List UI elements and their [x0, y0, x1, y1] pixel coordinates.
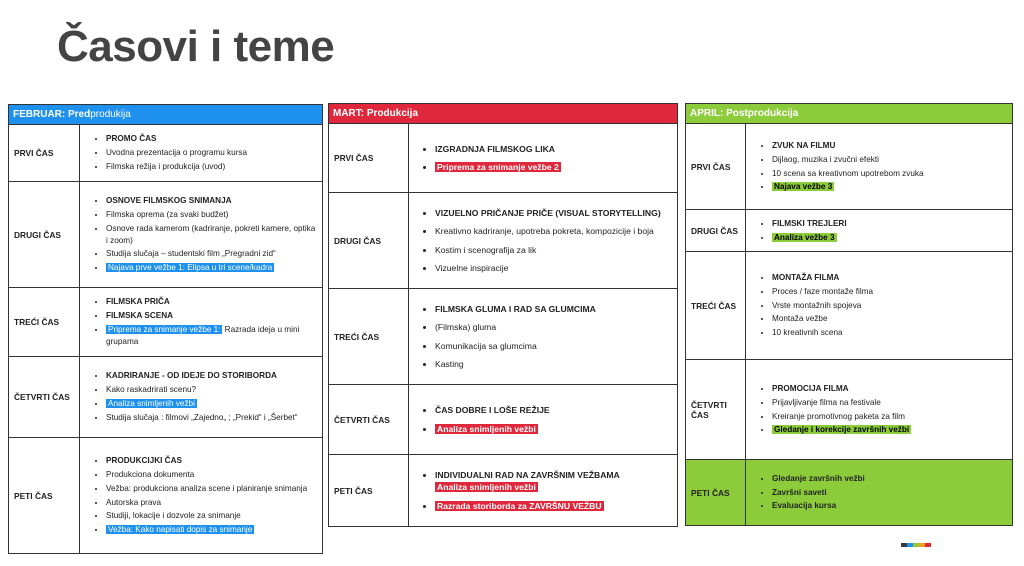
list-item — [435, 358, 673, 370]
mart-row-4-content — [409, 385, 678, 455]
list-item — [106, 455, 318, 467]
list-item-text: Razrada storiborda za ZAVRŠNU VEŽBU — [437, 500, 602, 511]
list-item-text: Komunikacija sa glumcima — [435, 340, 537, 351]
list-item-text: Priprema za snimanje vežbe 2 — [437, 162, 559, 172]
list-item — [106, 147, 318, 159]
list-item — [772, 383, 1008, 395]
list-item — [772, 473, 1008, 485]
list-item — [772, 168, 1008, 180]
list-item — [106, 248, 318, 260]
list-item — [772, 487, 1008, 499]
mart-row-label: PETI ČAS — [329, 455, 409, 527]
april-table — [685, 103, 1013, 526]
list-item-text: Kreiranje promotivnog paketa za film — [772, 411, 905, 421]
list-item — [772, 272, 1008, 284]
mart-row-3-content — [409, 289, 678, 385]
list-item — [435, 469, 673, 494]
list-item-text: Gledanje završnih vežbi — [772, 473, 865, 483]
list-item — [435, 500, 673, 512]
list-item — [435, 321, 673, 333]
april-row-label: DRUGI ČAS — [686, 210, 746, 252]
list-item — [106, 296, 318, 308]
list-item — [106, 133, 318, 145]
list-item-text: Vežba: Kako napisati dopis za snimanje — [108, 525, 253, 535]
mart-header: MART: Produkcija — [329, 104, 678, 124]
list-item-text: IZGRADNJA FILMSKOG LIKA — [435, 143, 555, 154]
mart-table — [328, 103, 678, 527]
april-row-label: ČETVRTI ČAS — [686, 360, 746, 460]
list-item — [435, 423, 673, 435]
april-row-5-content — [746, 460, 1013, 526]
list-item-text: (Filmska) gluma — [435, 322, 497, 333]
list-item — [772, 327, 1008, 339]
februar-header — [9, 105, 323, 125]
list-item — [772, 313, 1008, 325]
februar-row-label: PRVI ČAS — [9, 125, 80, 182]
list-item — [106, 412, 318, 424]
list-item — [435, 143, 673, 155]
april-header: APRIL: Postprodukcija — [686, 104, 1013, 124]
list-item-text: FILMSKA GLUMA I RAD SA GLUMCIMA — [435, 303, 596, 314]
list-item-text: Kreativno kadriranje, upotreba pokreta, kompozicije i boja — [435, 226, 654, 237]
list-item — [106, 497, 318, 509]
april-row-3-content — [746, 252, 1013, 360]
list-item — [772, 300, 1008, 312]
list-item-text: Završni saveti — [772, 487, 827, 497]
list-item-text: INDIVIDUALNI RAD NA ZAVRŠNIM VEŽBAMA — [435, 469, 620, 480]
februar-row-label: PETI ČAS — [9, 438, 80, 554]
list-item-text: Montaža vežbe — [772, 314, 828, 324]
list-item-text: MONTAŽA FILMA — [772, 272, 840, 282]
mart-row-label: ČETVRTI ČAS — [329, 385, 409, 455]
list-item-text: PRODUKCIJKI ČAS — [106, 455, 182, 465]
list-item — [106, 510, 318, 522]
list-item — [106, 398, 318, 410]
mart-row-label: DRUGI ČAS — [329, 193, 409, 289]
april-row-label: PETI ČAS — [686, 460, 746, 526]
list-item-text: Najava prve vežbe 1: Elipsa u tri scene/kadra — [108, 263, 273, 273]
list-item-text: Kostim i scenografija za lik — [435, 244, 537, 255]
list-item — [435, 262, 673, 274]
list-item-text: Kako raskadrirati scenu? — [106, 385, 197, 395]
mart-row-label: PRVI ČAS — [329, 124, 409, 193]
list-item — [772, 500, 1008, 512]
list-item-text: Prijavljivanje filma na festivale — [772, 397, 881, 407]
list-item-text: OSNOVE FILMSKOG SNIMANJA — [106, 195, 232, 205]
mart-row-1-content — [409, 124, 678, 193]
list-item-text: Studija slučaja : filmovi „Zajedno„ ; „Prekid“ i „Šerbet“ — [106, 412, 298, 422]
list-item-text: Dijlaog, muzika i zvučni efekti — [772, 154, 879, 164]
list-item-text: Autorska prava — [106, 497, 162, 507]
februar-row-2-content — [80, 182, 323, 288]
list-item-text: PROMO ČAS — [106, 134, 157, 144]
page-title: Časovi i teme — [57, 22, 335, 71]
list-item — [435, 244, 673, 256]
list-item — [435, 340, 673, 352]
februar-row-1-content — [80, 125, 323, 182]
list-item — [106, 324, 318, 348]
list-item — [106, 161, 318, 173]
list-item-text-after: Razrada ideja u mini grupama — [106, 325, 300, 346]
list-item-text: Analiza snimljenih vežbi — [108, 399, 195, 408]
list-item-text: Studiji, lokacije i dozvole za snimanje — [106, 511, 241, 521]
list-item-text: Studija slučaja – studentski film „Pregradni zid“ — [106, 249, 276, 259]
februar-row-label: TREĆI ČAS — [9, 288, 80, 357]
april-row-label: TREĆI ČAS — [686, 252, 746, 360]
mart-row-2-content — [409, 193, 678, 289]
list-item — [106, 223, 318, 247]
list-item — [772, 411, 1008, 423]
list-item — [106, 483, 318, 495]
list-item — [106, 195, 318, 207]
list-item — [772, 140, 1008, 152]
list-item-text: Analiza snimljenih vežbi — [437, 423, 536, 434]
list-item — [772, 397, 1008, 409]
list-item-text: Evaluacija kursa — [772, 501, 837, 511]
list-item-text: Priprema za snimanje vežbe 1: — [108, 325, 221, 334]
list-item — [106, 469, 318, 481]
februar-header-bold: FEBRUAR: Pred — [13, 109, 91, 120]
list-item-text: FILMSKA SCENA — [106, 311, 174, 321]
februar-header-rest: produkija — [90, 109, 131, 120]
list-item — [435, 404, 673, 416]
list-item-text: Produkciona dokumenta — [106, 469, 195, 479]
list-item-text: Vežba: produkciona analiza scene i planiranje snimanja — [106, 483, 308, 493]
list-item — [435, 225, 673, 237]
list-item — [772, 218, 1008, 230]
list-item-text: Osnove rada kamerom (kadriranje, pokreti kamere, optika i zoom) — [106, 223, 316, 245]
mart-row-5-content — [409, 455, 678, 527]
list-item-text: ZVUK NA FILMU — [772, 140, 836, 150]
footer-color-squares — [901, 543, 931, 547]
list-item-text: Kasting — [435, 358, 464, 369]
list-item-text: Filmska oprema (za svaki budžet) — [106, 209, 229, 219]
februar-row-label: ČETVRTI ČAS — [9, 357, 80, 438]
list-item — [772, 154, 1008, 166]
list-item-text: Vizuelne inspiracije — [435, 262, 509, 273]
list-item — [106, 524, 318, 536]
list-item-text: Analiza vežbe 3 — [774, 232, 835, 242]
list-item — [772, 286, 1008, 298]
list-item — [772, 232, 1008, 244]
april-row-4-content — [746, 360, 1013, 460]
list-item-text: Vrste montažnih spojeva — [772, 300, 862, 310]
list-item-text: ČAS DOBRE I LOŠE REŽIJE — [435, 405, 550, 416]
list-item-text: FILMSKA PRIČA — [106, 297, 170, 307]
list-item — [106, 209, 318, 221]
mart-row-label: TREĆI ČAS — [329, 289, 409, 385]
februar-row-3-content — [80, 288, 323, 357]
list-item-text: Gledanje i korekcije završnih vežbi — [774, 425, 910, 435]
list-item-text: 10 scena sa kreativnom upotrebom zvuka — [772, 168, 924, 178]
list-item-text: Filmska režija i produkcija (uvod) — [106, 161, 226, 171]
list-item-text: Najava vežbe 3 — [774, 182, 833, 192]
list-item-text: FILMSKI TREJLERI — [772, 218, 847, 228]
list-item — [106, 370, 318, 382]
list-item-text: KADRIRANJE - OD IDEJE DO STORIBORDA — [106, 371, 277, 381]
list-item-text: VIZUELNO PRIČANJE PRIČE (VISUAL STORYTELLING) — [435, 207, 661, 218]
footer-square — [925, 543, 931, 547]
list-item-text: 10 kreativnih scena — [772, 328, 843, 338]
list-item — [772, 181, 1008, 193]
list-item-text: PROMOCIJA FILMA — [772, 383, 849, 393]
april-row-label: PRVI ČAS — [686, 124, 746, 210]
februar-table — [8, 104, 323, 554]
april-row-1-content — [746, 124, 1013, 210]
list-item — [435, 207, 673, 219]
list-item — [106, 310, 318, 322]
list-item — [106, 262, 318, 274]
list-item — [106, 384, 318, 396]
list-item — [772, 424, 1008, 436]
list-item — [435, 303, 673, 315]
februar-row-5-content — [80, 438, 323, 554]
list-item-text: Proces / faze montaže filma — [772, 286, 874, 296]
april-row-2-content — [746, 210, 1013, 252]
februar-row-4-content — [80, 357, 323, 438]
list-item-highlight: Analiza snimljenih vežbi — [437, 482, 536, 493]
februar-row-label: DRUGI ČAS — [9, 182, 80, 288]
list-item — [435, 161, 673, 173]
list-item-text: Uvodna prezentacija o programu kursa — [106, 148, 248, 158]
